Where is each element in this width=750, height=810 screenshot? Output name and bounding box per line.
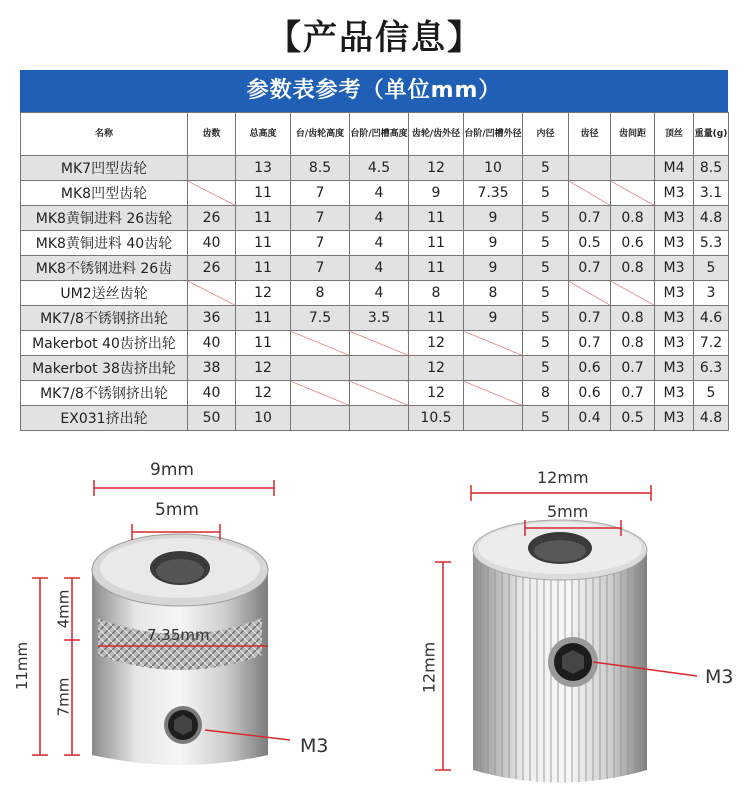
table-cell	[350, 331, 409, 356]
column-header: 齿间距	[611, 113, 655, 156]
table-cell: M3	[655, 331, 694, 356]
bottom-height-label: 7mm	[54, 677, 73, 717]
table-cell: 3	[694, 281, 729, 306]
column-header: 顶丝	[655, 113, 694, 156]
product-name-cell: MK7凹型齿轮	[21, 156, 188, 181]
column-header: 总高度	[236, 113, 291, 156]
table-cell: 4.8	[694, 206, 729, 231]
table-cell: 5	[523, 231, 569, 256]
table-row	[21, 156, 729, 181]
table-cell: 40	[188, 231, 236, 256]
column-header: 齿径	[569, 113, 611, 156]
table-cell: 11	[236, 306, 291, 331]
table-cell	[569, 181, 611, 206]
table-cell	[291, 381, 350, 406]
table-cell: 36	[188, 306, 236, 331]
table-cell	[350, 356, 409, 381]
product-name-cell: Makerbot 40齿挤出轮	[21, 331, 188, 356]
table-cell: 7	[291, 181, 350, 206]
figure-12mm-gear	[375, 450, 750, 806]
table-cell: 7	[291, 206, 350, 231]
table-cell: 0.7	[611, 381, 655, 406]
figure-mk8-gear	[0, 450, 375, 806]
table-cell: 3.5	[350, 306, 409, 331]
table-cell: 9	[464, 231, 523, 256]
table-cell	[464, 331, 523, 356]
product-name-cell: MK8黄铜进料 40齿轮	[21, 231, 188, 256]
column-header: 名称	[21, 113, 188, 156]
table-cell: 4.5	[350, 156, 409, 181]
table-cell	[350, 381, 409, 406]
page-title: 【产品信息】	[267, 18, 483, 58]
table-cell: 0.8	[611, 331, 655, 356]
table-cell: 5	[523, 256, 569, 281]
table-cell: 4	[350, 206, 409, 231]
table-cell: 7.2	[694, 331, 729, 356]
table-cell	[464, 356, 523, 381]
table-cell: 11	[236, 181, 291, 206]
table-cell: 11	[236, 331, 291, 356]
table-cell: 5	[523, 206, 569, 231]
outer-diameter-label: 12mm	[537, 468, 589, 487]
inner-diameter-label: 5mm	[547, 502, 589, 521]
table-cell: M3	[655, 181, 694, 206]
table-cell: 0.5	[569, 231, 611, 256]
table-cell: 9	[409, 181, 464, 206]
table-cell: 5	[523, 156, 569, 181]
table-cell: 40	[188, 381, 236, 406]
table-cell: 12	[236, 356, 291, 381]
table-cell: 6.3	[694, 356, 729, 381]
table-cell: 0.4	[569, 406, 611, 431]
table-cell: 12	[409, 156, 464, 181]
total-height-label: 11mm	[13, 641, 32, 691]
table-cell: 12	[236, 281, 291, 306]
table-row	[21, 231, 729, 256]
table-cell: 5	[694, 256, 729, 281]
table-cell: 0.7	[611, 356, 655, 381]
table-cell	[188, 181, 236, 206]
table-cell: 0.6	[611, 231, 655, 256]
table-cell: M3	[655, 356, 694, 381]
table-cell: 8	[291, 281, 350, 306]
table-cell: 4.8	[694, 406, 729, 431]
table-header: 参数表参考（单位mm）	[20, 70, 728, 112]
table-row	[21, 331, 729, 356]
table-cell	[291, 356, 350, 381]
table-cell	[569, 156, 611, 181]
table-cell	[569, 281, 611, 306]
table-cell: 8	[523, 381, 569, 406]
column-header: 齿数	[188, 113, 236, 156]
product-name-cell: EX031挤出轮	[21, 406, 188, 431]
table-cell: 10	[236, 406, 291, 431]
table-cell	[188, 156, 236, 181]
table-cell: 4	[350, 281, 409, 306]
table-cell: 5	[523, 281, 569, 306]
table-cell: 4.6	[694, 306, 729, 331]
column-header: 重量(g)	[694, 113, 729, 156]
table-cell: 5	[694, 381, 729, 406]
table-cell: 12	[409, 331, 464, 356]
outer-diameter-label: 9mm	[150, 460, 194, 480]
table-cell: 3.1	[694, 181, 729, 206]
table-row	[21, 206, 729, 231]
table-cell: 5	[523, 356, 569, 381]
product-name-cell: Makerbot 38齿挤出轮	[21, 356, 188, 381]
table-row	[21, 381, 729, 406]
table-cell: 0.7	[569, 256, 611, 281]
screw-callout: M3	[300, 735, 329, 757]
table-cell: 5	[523, 331, 569, 356]
table-cell: 7.5	[291, 306, 350, 331]
table-cell: 12	[409, 381, 464, 406]
table-cell: 9	[464, 256, 523, 281]
table-row	[21, 306, 729, 331]
table-cell: M3	[655, 281, 694, 306]
table-cell: 7	[291, 256, 350, 281]
table-cell: 8	[464, 281, 523, 306]
table-cell: 11	[409, 206, 464, 231]
table-cell	[611, 181, 655, 206]
table-row	[21, 181, 729, 206]
table-cell: 8	[409, 281, 464, 306]
table-cell: 12	[236, 381, 291, 406]
table-cell	[464, 381, 523, 406]
table-cell: 10.5	[409, 406, 464, 431]
table-row	[21, 256, 729, 281]
table-cell: M3	[655, 381, 694, 406]
table-cell: 11	[409, 256, 464, 281]
height-label: 12mm	[419, 641, 439, 694]
table-cell: 5	[523, 306, 569, 331]
table-cell: M3	[655, 206, 694, 231]
table-cell: 11	[236, 256, 291, 281]
table-row	[21, 406, 729, 431]
table-cell	[464, 406, 523, 431]
spec-table	[20, 112, 729, 431]
table-cell: 0.7	[569, 206, 611, 231]
table-cell	[350, 406, 409, 431]
table-cell: M3	[655, 256, 694, 281]
column-header: 内径	[523, 113, 569, 156]
table-cell: 40	[188, 331, 236, 356]
table-cell: 5.3	[694, 231, 729, 256]
table-cell: M3	[655, 406, 694, 431]
table-cell	[611, 281, 655, 306]
table-row	[21, 356, 729, 381]
table-cell	[611, 156, 655, 181]
table-cell: 4	[350, 181, 409, 206]
product-name-cell: MK7/8不锈钢挤出轮	[21, 381, 188, 406]
column-header: 台阶/凹槽高度	[350, 113, 409, 156]
table-cell: 38	[188, 356, 236, 381]
table-cell: 0.6	[569, 381, 611, 406]
table-cell: M3	[655, 231, 694, 256]
table-cell: 0.6	[569, 356, 611, 381]
product-name-cell: UM2送丝齿轮	[21, 281, 188, 306]
table-cell: 9	[464, 206, 523, 231]
table-cell: 26	[188, 256, 236, 281]
table-cell: 4	[350, 256, 409, 281]
table-cell: 50	[188, 406, 236, 431]
table-cell: 9	[464, 306, 523, 331]
table-cell: 5	[523, 181, 569, 206]
product-name-cell: MK8黄铜进料 26齿轮	[21, 206, 188, 231]
table-cell: 12	[409, 356, 464, 381]
inner-diameter-label: 5mm	[155, 500, 199, 520]
table-cell: 11	[409, 231, 464, 256]
table-cell: 0.8	[611, 206, 655, 231]
screw-callout: M3	[705, 666, 734, 688]
product-name-cell: MK7/8不锈钢挤出轮	[21, 306, 188, 331]
table-cell	[188, 281, 236, 306]
table-cell: 0.8	[611, 256, 655, 281]
groove-diameter-label: 7.35mm	[147, 626, 210, 644]
table-cell: 7.35	[464, 181, 523, 206]
table-row	[21, 281, 729, 306]
table-cell: 11	[236, 206, 291, 231]
table-cell: 13	[236, 156, 291, 181]
table-cell: M3	[655, 306, 694, 331]
table-cell: 0.7	[569, 306, 611, 331]
column-header: 台/齿轮高度	[291, 113, 350, 156]
product-name-cell: MK8不锈钢进料 26齿	[21, 256, 188, 281]
column-header: 台阶/凹槽外径	[464, 113, 523, 156]
column-header: 齿轮/齿外径	[409, 113, 464, 156]
table-cell: 5	[523, 406, 569, 431]
top-height-label: 4mm	[54, 589, 73, 629]
table-cell: 4	[350, 231, 409, 256]
table-cell	[291, 406, 350, 431]
table-cell: 7	[291, 231, 350, 256]
table-cell: 10	[464, 156, 523, 181]
table-cell: 11	[409, 306, 464, 331]
table-cell: 11	[236, 231, 291, 256]
table-cell: 0.8	[611, 306, 655, 331]
table-cell: 8.5	[291, 156, 350, 181]
table-cell: 26	[188, 206, 236, 231]
table-body	[21, 156, 729, 431]
table-cell: 0.5	[611, 406, 655, 431]
table-cell: 8.5	[694, 156, 729, 181]
table-cell: M4	[655, 156, 694, 181]
table-cell	[291, 331, 350, 356]
table-cell: 0.7	[569, 331, 611, 356]
spec-table-wrapper	[20, 70, 728, 431]
product-name-cell: MK8凹型齿轮	[21, 181, 188, 206]
table-header-row	[21, 113, 729, 156]
